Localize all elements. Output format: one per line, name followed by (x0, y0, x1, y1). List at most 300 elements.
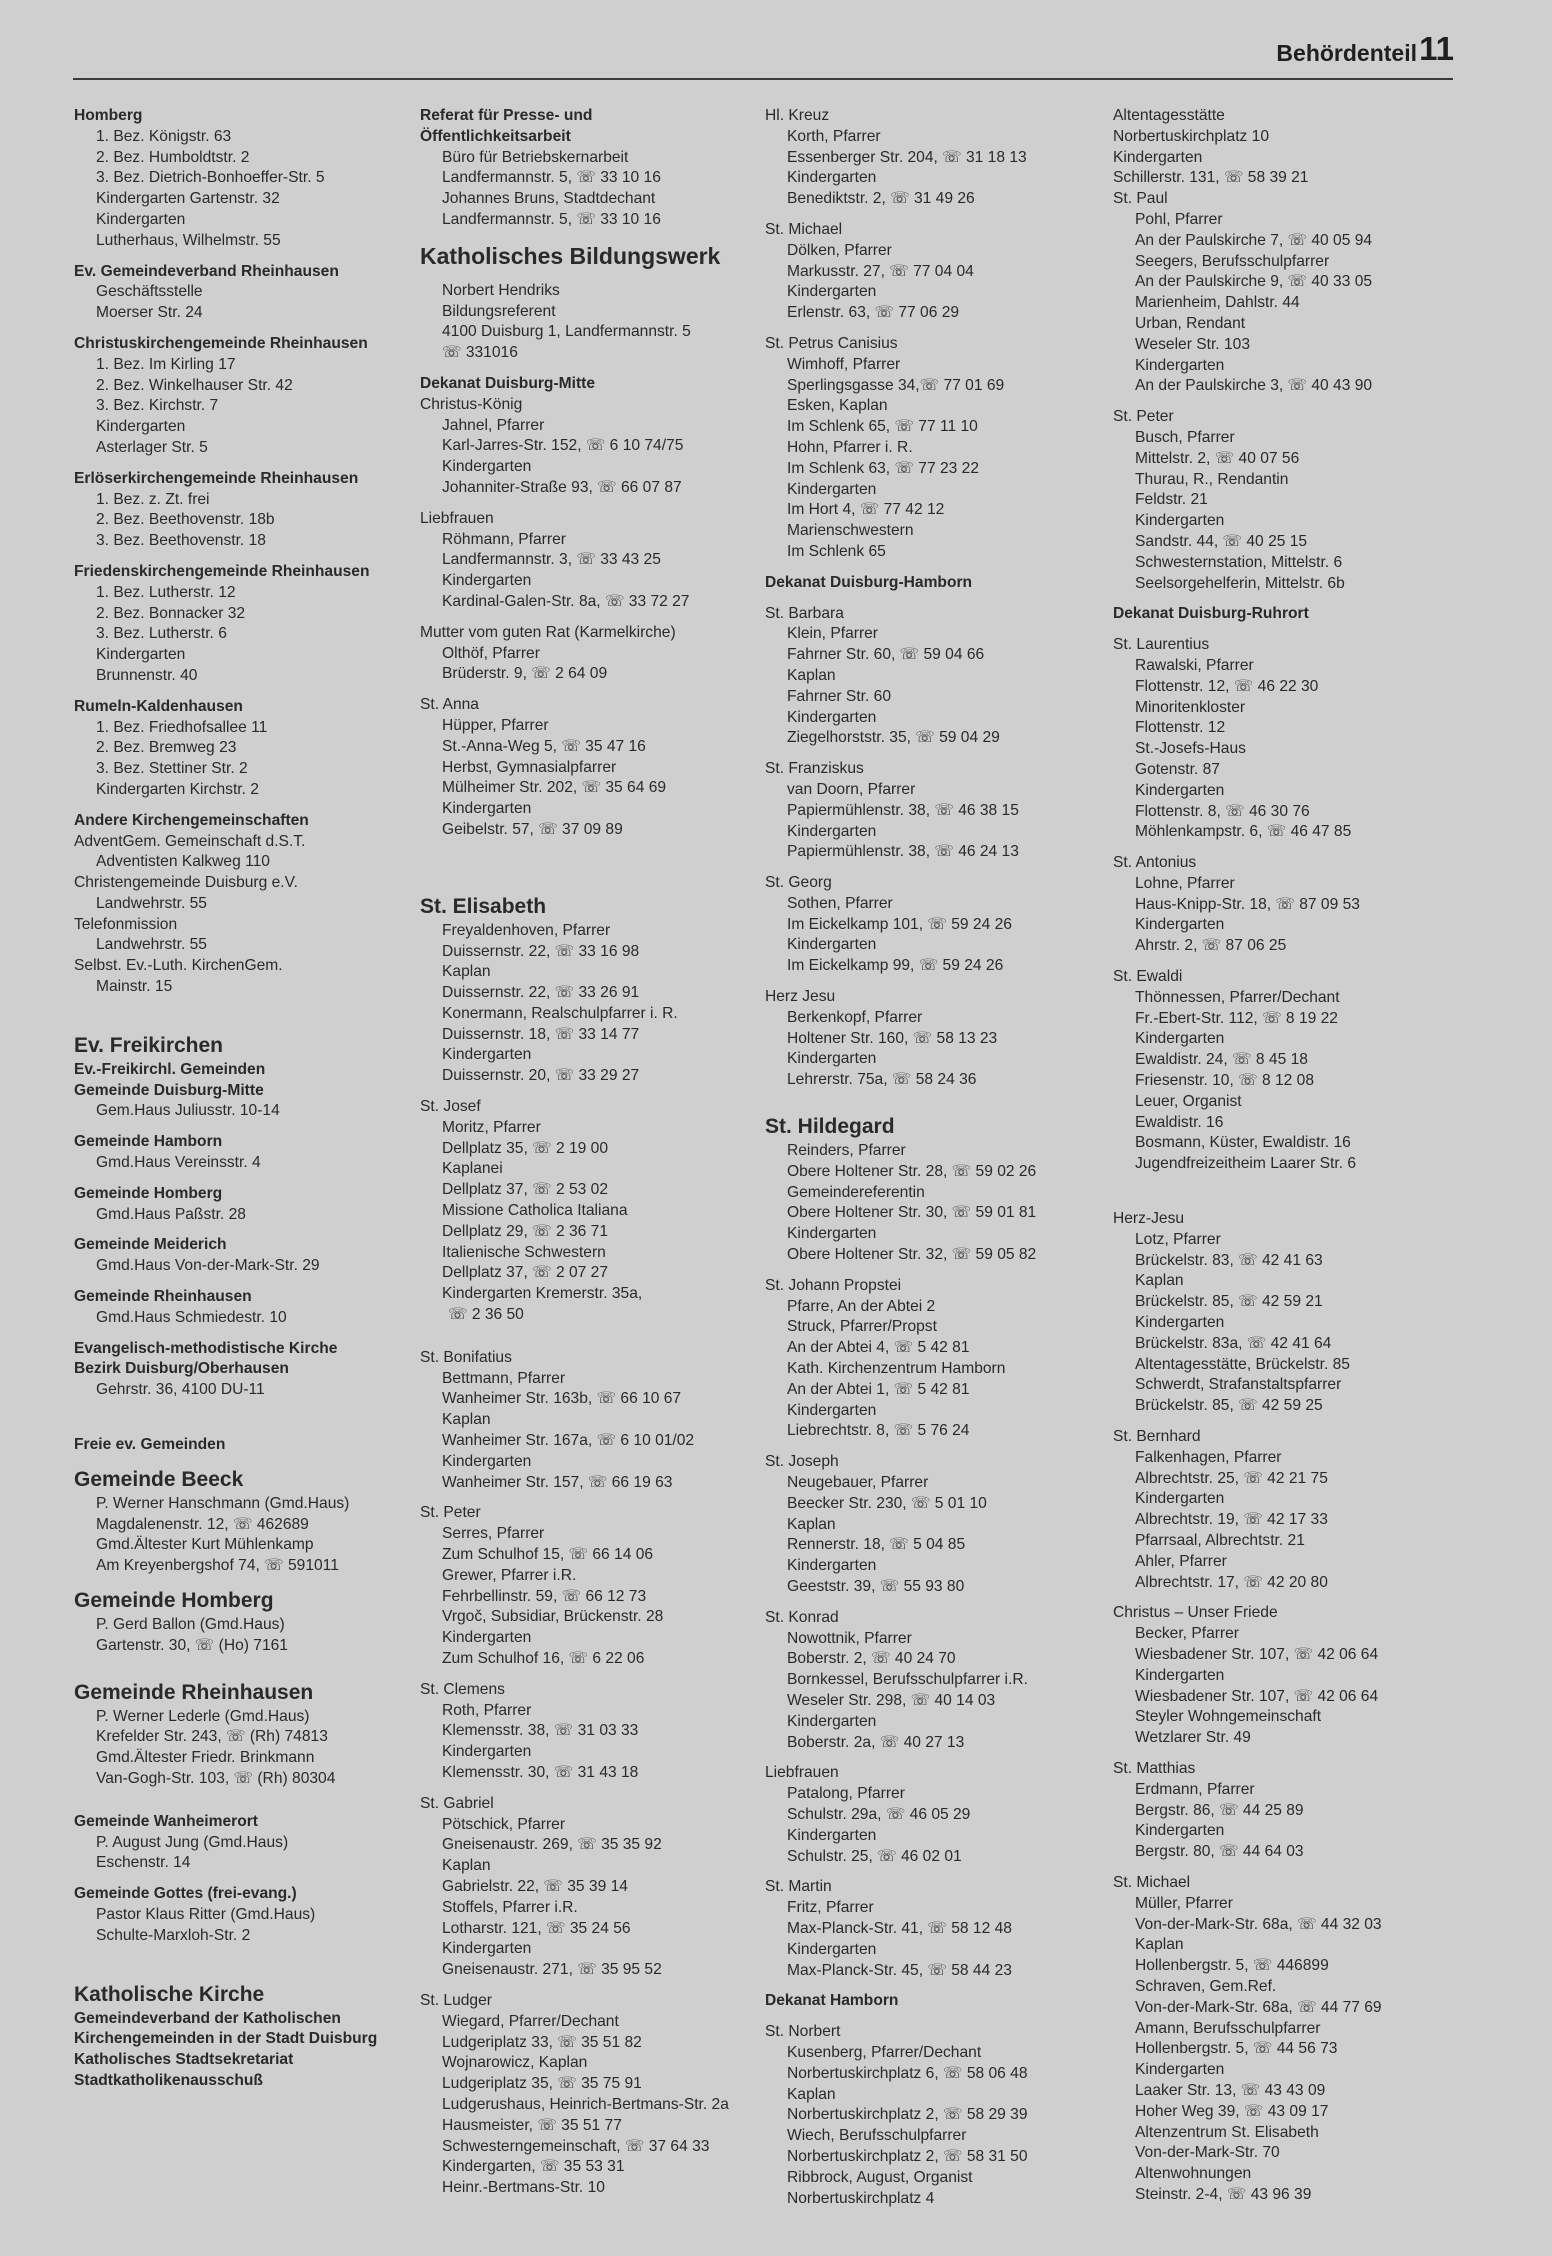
directory-entry: Brückelstr. 83, ☏ 42 41 63 (1135, 1251, 1323, 1269)
directory-entry: 1. Bez. Lutherstr. 12 (96, 583, 236, 601)
section-heading: Referat für Presse- und (420, 107, 593, 124)
spacer (765, 1981, 1110, 1991)
directory-entry: Zum Schulhof 15, ☏ 66 14 06 (442, 1546, 654, 1564)
directory-entry: Gneisenaustr. 271, ☏ 35 95 52 (442, 1961, 662, 1979)
directory-entry: Obere Holtener Str. 32, ☏ 59 05 82 (787, 1246, 1037, 1264)
directory-entry: Kusenberg, Pfarrer/Dechant (787, 2043, 982, 2061)
spacer (420, 231, 770, 241)
directory-entry: St. Johann Propstei (765, 1276, 902, 1294)
directory-entry: Kindergarten (1135, 1030, 1225, 1048)
directory-entry: Steinstr. 2-4, ☏ 43 96 39 (1135, 2185, 1312, 2203)
directory-entry: Magdalenenstr. 12, ☏ 462689 (96, 1515, 309, 1533)
section-heading: Freie ev. Gemeinden (74, 1436, 226, 1454)
directory-entry: Mülheimer Str. 202, ☏ 35 64 69 (442, 779, 667, 797)
directory-entry: Ribbrock, August, Organist (787, 2168, 973, 2186)
directory-entry: Brückelstr. 85, ☏ 42 59 25 (1135, 1397, 1323, 1415)
directory-entry: Holtener Str. 160, ☏ 58 13 23 (787, 1029, 998, 1047)
directory-entry: Fr.-Ebert-Str. 112, ☏ 8 19 22 (1135, 1009, 1338, 1027)
directory-entry: Kindergarten (787, 169, 877, 187)
directory-entry: Gmd.Haus Schmiedestr. 10 (96, 1308, 287, 1326)
directory-entry: Reinders, Pfarrer (787, 1142, 906, 1160)
section-heading: Ev. Gemeindeverband Rheinhausen (74, 262, 339, 280)
directory-entry: Bosmann, Küster, Ewaldistr. 16 (1135, 1134, 1351, 1152)
directory-entry: 1. Bez. Friedhofsallee 11 (96, 718, 268, 736)
directory-entry: Kaplan (442, 1411, 491, 1429)
spacer (420, 1784, 770, 1794)
directory-entry: An der Paulskirche 9, ☏ 40 33 05 (1135, 273, 1373, 291)
directory-entry: Selbst. Ev.-Luth. KirchenGem. (74, 957, 283, 975)
directory-entry: Kindergarten (96, 418, 186, 436)
spacer (420, 1670, 770, 1680)
spacer (420, 1087, 770, 1097)
directory-entry: Müller, Pfarrer (1135, 1894, 1233, 1912)
directory-entry: ☏ 2 36 50 (448, 1306, 524, 1324)
directory-entry: Urban, Rendant (1135, 314, 1246, 332)
directory-entry: Brüderstr. 9, ☏ 2 64 09 (442, 665, 608, 683)
directory-entry: St. Paul (1113, 190, 1168, 208)
directory-entry: An der Abtei 1, ☏ 5 42 81 (787, 1380, 970, 1398)
directory-entry: Kindergarten (1113, 148, 1203, 166)
directory-entry: Kindergarten (1135, 1490, 1225, 1508)
directory-entry: Schulte-Marxloh-Str. 2 (96, 1926, 251, 1944)
directory-entry: St. Joseph (765, 1453, 839, 1471)
directory-entry: P. Werner Hanschmann (Gmd.Haus) (96, 1494, 350, 1512)
directory-entry: Seegers, Berufsschulpfarrer (1135, 252, 1330, 270)
section-heading: Gemeinde Homberg (74, 1589, 274, 1613)
directory-entry: Kindergarten (787, 822, 877, 840)
directory-entry: Duissernstr. 22, ☏ 33 26 91 (442, 984, 640, 1002)
directory-entry: Im Schlenk 65, ☏ 77 11 10 (787, 418, 978, 436)
section-heading: Ev. Freikirchen (74, 1033, 224, 1057)
directory-entry: Friesenstr. 10, ☏ 8 12 08 (1135, 1072, 1314, 1090)
section-heading: Gemeinde Meiderich (74, 1236, 227, 1254)
directory-entry: Kindergarten Kirchstr. 2 (96, 780, 259, 798)
spacer (74, 1577, 414, 1587)
spacer (420, 1981, 770, 1991)
directory-entry: Albrechtstr. 19, ☏ 42 17 33 (1135, 1511, 1328, 1529)
directory-entry: Kindergarten (442, 458, 532, 476)
directory-entry: 2. Bez. Winkelhauser Str. 42 (96, 376, 293, 394)
directory-entry: Dölken, Pfarrer (787, 241, 892, 259)
spacer (765, 1442, 1110, 1452)
directory-entry: Nowottnik, Pfarrer (787, 1629, 912, 1647)
directory-entry: Norbertuskirchplatz 10 (1113, 127, 1270, 145)
directory-entry: Jugendfreizeitheim Laarer Str. 6 (1135, 1155, 1357, 1173)
spacer (765, 749, 1110, 759)
directory-entry: Mutter vom guten Rat (Karmelkirche) (420, 623, 676, 641)
directory-entry: Rennerstr. 18, ☏ 5 04 85 (787, 1536, 966, 1554)
directory-entry: 3. Bez. Stettiner Str. 2 (96, 760, 248, 778)
directory-entry: Zum Schulhof 16, ☏ 6 22 06 (442, 1650, 645, 1667)
directory-entry: Patalong, Pfarrer (787, 1785, 905, 1803)
directory-entry: Kaplan (787, 666, 836, 684)
directory-entry: Ahrstr. 2, ☏ 87 06 25 (1135, 937, 1287, 955)
directory-entry: St. Georg (765, 874, 832, 892)
directory-entry: Wiesbadener Str. 107, ☏ 42 06 64 (1135, 1687, 1379, 1705)
directory-entry: Marienschwestern (787, 522, 914, 540)
directory-entry: Adventisten Kalkweg 110 (96, 853, 270, 871)
directory-entry: AdventGem. Gemeinschaft d.S.T. (74, 832, 306, 850)
directory-entry: Norbertuskirchplatz 2, ☏ 58 31 50 (787, 2147, 1028, 2165)
directory-entry: Gmd.Haus Von-der-Mark-Str. 29 (96, 1257, 320, 1275)
directory-entry: Bornkessel, Berufsschulpfarrer i.R. (787, 1671, 1028, 1689)
directory-entry: Sperlingsgasse 34,☏ 77 01 69 (787, 376, 1005, 394)
directory-entry: Büro für Betriebskernarbeit (442, 148, 629, 166)
directory-entry: Lohne, Pfarrer (1135, 874, 1235, 892)
directory-entry: Röhmann, Pfarrer (442, 530, 566, 548)
directory-entry: Kindergarten (787, 283, 877, 301)
directory-entry: Papiermühlenstr. 38, ☏ 46 38 15 (787, 801, 1019, 819)
spacer (420, 1326, 770, 1348)
directory-entry: Lotz, Pfarrer (1135, 1230, 1221, 1248)
directory-entry: St. Ewaldi (1113, 968, 1183, 986)
directory-entry: Vrgoč, Subsidiar, Brückenstr. 28 (442, 1608, 664, 1626)
directory-entry: Landwehrstr. 55 (96, 936, 207, 954)
directory-entry: Schulstr. 25, ☏ 46 02 01 (787, 1847, 962, 1865)
spacer (765, 594, 1110, 604)
directory-entry: 2. Bez. Beethovenstr. 18b (96, 511, 275, 529)
directory-entry: Markusstr. 27, ☏ 77 04 04 (787, 262, 974, 280)
directory-entry: Klein, Pfarrer (787, 625, 878, 643)
directory-entry: Ludgeriplatz 35, ☏ 35 75 91 (442, 2075, 642, 2093)
directory-entry: Bergstr. 80, ☏ 44 64 03 (1135, 1843, 1304, 1861)
directory-entry: Hausmeister, ☏ 35 51 77 (442, 2116, 622, 2134)
directory-entry: Wimhoff, Pfarrer (787, 355, 901, 373)
directory-entry: Pastor Klaus Ritter (Gmd.Haus) (96, 1905, 316, 1923)
directory-entry: P. August Jung (Gmd.Haus) (96, 1833, 289, 1851)
section-heading: Stadtkatholikenausschuß (74, 2071, 263, 2089)
directory-entry: Kindergarten (442, 1629, 532, 1647)
directory-entry: Minoritenkloster (1135, 698, 1246, 716)
spacer (765, 1091, 1110, 1113)
directory-entry: Bergstr. 86, ☏ 44 25 89 (1135, 1801, 1304, 1819)
directory-entry: Schwerdt, Strafanstaltspfarrer (1135, 1376, 1342, 1394)
directory-entry: Kindergarten Kremerstr. 35a, (442, 1285, 643, 1303)
spacer (74, 1174, 414, 1184)
section-heading: Gemeinde Gottes (frei-evang.) (74, 1885, 297, 1903)
directory-entry: St. Antonius (1113, 854, 1197, 872)
directory-entry: Ludgerushaus, Heinrich-Bertmans-Str. 2a (442, 2095, 729, 2113)
directory-entry: Dellplatz 29, ☏ 2 36 71 (442, 1222, 609, 1240)
directory-entry: Kindergarten (442, 800, 532, 818)
directory-entry: Becker, Pfarrer (1135, 1625, 1239, 1643)
spacer (74, 459, 414, 469)
spacer (1113, 397, 1458, 407)
spacer (420, 499, 770, 509)
directory-entry: Kindergarten (96, 210, 186, 228)
section-heading: Katholisches Stadtsekretariat (74, 2051, 294, 2069)
directory-entry: Gmd.Ältester Friedr. Brinkmann (96, 1749, 315, 1767)
directory-entry: Kindergarten (442, 1452, 532, 1470)
directory-entry: St. Matthias (1113, 1759, 1196, 1777)
directory-entry: Herz-Jesu (1113, 1210, 1185, 1228)
directory-entry: ☏ 331016 (442, 344, 518, 362)
spacer (765, 863, 1110, 873)
directory-entry: Landfermannstr. 5, ☏ 33 10 16 (442, 210, 661, 228)
directory-entry: Wanheimer Str. 163b, ☏ 66 10 67 (442, 1390, 682, 1408)
directory-entry: Liebrechtstr. 8, ☏ 5 76 24 (787, 1422, 970, 1440)
directory-entry: Heinr.-Bertmans-Str. 10 (442, 2179, 605, 2197)
directory-entry: An der Paulskirche 3, ☏ 40 43 90 (1135, 377, 1373, 395)
section-heading: Christuskirchengemeinde Rheinhausen (74, 334, 368, 352)
directory-entry: Thönnessen, Pfarrer/Dechant (1135, 988, 1340, 1006)
directory-entry: Klemensstr. 38, ☏ 31 03 33 (442, 1722, 639, 1740)
directory-entry: Sothen, Pfarrer (787, 894, 893, 912)
directory-entry: Gabrielstr. 22, ☏ 35 39 14 (442, 1877, 628, 1895)
section-heading: Homberg (74, 107, 143, 124)
directory-entry: Wanheimer Str. 167a, ☏ 6 10 01/02 (442, 1432, 695, 1450)
directory-entry: Kindergarten (787, 1401, 877, 1419)
section-heading: Erlöserkirchengemeinde Rheinhausen (74, 469, 359, 487)
directory-entry: Christus – Unser Friede (1113, 1604, 1278, 1622)
directory-entry: Im Eickelkamp 99, ☏ 59 24 26 (787, 957, 1004, 975)
directory-entry: St. Barbara (765, 604, 844, 622)
directory-entry: Van-Gogh-Str. 103, ☏ (Rh) 80304 (96, 1770, 336, 1787)
directory-entry: Bildungsreferent (442, 302, 556, 320)
directory-entry: Eschenstr. 14 (96, 1854, 191, 1872)
directory-entry: Brückelstr. 85, ☏ 42 59 21 (1135, 1293, 1323, 1311)
directory-entry: St. Gabriel (420, 1794, 494, 1812)
directory-entry: Kaplan (1135, 1936, 1184, 1954)
directory-entry: Boberstr. 2, ☏ 40 24 70 (787, 1650, 956, 1668)
spacer (765, 1266, 1110, 1276)
directory-entry: Essenberger Str. 204, ☏ 31 18 13 (787, 148, 1027, 166)
directory-entry: Kindergarten (442, 1743, 532, 1761)
directory-entry: Thurau, R., Rendantin (1135, 470, 1289, 488)
section-heading: Gemeinde Hamborn (74, 1133, 223, 1151)
directory-entry: Hüpper, Pfarrer (442, 716, 549, 734)
spacer (765, 1867, 1110, 1877)
directory-entry: Dellplatz 35, ☏ 2 19 00 (442, 1139, 609, 1157)
directory-entry: Schwesterngemeinschaft, ☏ 37 64 33 (442, 2137, 710, 2155)
directory-entry: Schwesternstation, Mittelstr. 6 (1135, 553, 1343, 571)
directory-entry: An der Paulskirche 7, ☏ 40 05 94 (1135, 231, 1373, 249)
directory-entry: Lutherhaus, Wilhelmstr. 55 (96, 231, 281, 249)
directory-entry: Ziegelhorststr. 35, ☏ 59 04 29 (787, 729, 1000, 747)
spacer (74, 1874, 414, 1884)
spacer (420, 1493, 770, 1503)
directory-entry: Erdmann, Pfarrer (1135, 1780, 1255, 1798)
directory-entry: Boberstr. 2a, ☏ 40 27 13 (787, 1733, 965, 1751)
directory-entry: Kindergarten, ☏ 35 53 31 (442, 2158, 625, 2176)
directory-entry: Lotharstr. 121, ☏ 35 24 56 (442, 1919, 631, 1937)
directory-entry: Wojnarowicz, Kaplan (442, 2054, 588, 2072)
directory-entry: Roth, Pfarrer (442, 1701, 532, 1719)
directory-entry: Hohn, Pfarrer i. R. (787, 438, 913, 456)
directory-entry: Duissernstr. 18, ☏ 33 14 77 (442, 1025, 640, 1043)
section-heading: Gemeinde Wanheimerort (74, 1812, 258, 1830)
spacer (1113, 957, 1458, 967)
directory-entry: Erlenstr. 63, ☏ 77 06 29 (787, 304, 960, 322)
directory-entry: Lehrerstr. 75a, ☏ 58 24 36 (787, 1071, 977, 1089)
section-heading: Gemeinde Rheinhausen (74, 1680, 314, 1704)
directory-entry: Mainstr. 15 (96, 978, 173, 996)
directory-entry: Beecker Str. 230, ☏ 5 01 10 (787, 1494, 987, 1512)
directory-entry: Kindergarten (787, 1712, 877, 1730)
directory-entry: Telefonmission (74, 915, 178, 933)
directory-entry: Kaplan (787, 1515, 836, 1533)
spacer (765, 210, 1110, 220)
directory-entry: Pötschick, Pfarrer (442, 1815, 566, 1833)
directory-entry: Wiegard, Pfarrer/Dechant (442, 2012, 619, 2030)
directory-entry: Kindergarten (1135, 781, 1225, 799)
directory-entry: Wetzlarer Str. 49 (1135, 1729, 1251, 1747)
spacer (420, 613, 770, 623)
directory-entry: Kindergarten (1135, 356, 1225, 374)
directory-entry: Feldstr. 21 (1135, 491, 1208, 509)
directory-entry: St. Peter (420, 1504, 481, 1522)
directory-entry: Struck, Pfarrer/Propst (787, 1318, 937, 1336)
directory-entry: St. Bernhard (1113, 1428, 1201, 1446)
directory-entry: Landfermannstr. 3, ☏ 33 43 25 (442, 551, 661, 569)
section-heading: Katholisches Bildungswerk (420, 242, 721, 269)
directory-entry: Kindergarten (787, 1050, 877, 1068)
directory-entry: St. Michael (1113, 1873, 1191, 1891)
directory-entry: Amann, Berufsschulpfarrer (1135, 2019, 1321, 2037)
directory-entry: Gotenstr. 87 (1135, 760, 1220, 778)
section-heading: Friedenskirchengemeinde Rheinhausen (74, 562, 370, 580)
directory-entry: Grewer, Pfarrer i.R. (442, 1566, 577, 1584)
directory-entry: Freyaldenhoven, Pfarrer (442, 921, 611, 939)
directory-entry: Gehrstr. 36, 4100 DU-11 (96, 1381, 265, 1399)
spacer (74, 687, 414, 697)
spacer (1113, 594, 1458, 604)
spacer (74, 1122, 414, 1132)
directory-entry: Pfarre, An der Abtei 2 (787, 1297, 936, 1315)
directory-entry: Kindergarten (787, 1557, 877, 1575)
directory-entry: Italienische Schwestern (442, 1243, 606, 1261)
directory-entry: Gmd.Haus Vereinsstr. 4 (96, 1154, 261, 1172)
directory-entry: Brunnenstr. 40 (96, 666, 198, 684)
directory-entry: 2. Bez. Humboldtstr. 2 (96, 148, 250, 166)
directory-entry: St. Clemens (420, 1680, 505, 1698)
section-heading: Dekanat Duisburg-Hamborn (765, 573, 973, 591)
section-heading: Evangelisch-methodistische Kirche (74, 1339, 338, 1357)
spacer (74, 1790, 414, 1812)
directory-entry: Dellplatz 37, ☏ 2 07 27 (442, 1264, 609, 1282)
section-title: Behördenteil (1276, 40, 1417, 66)
spacer (74, 1225, 414, 1235)
directory-entry: Im Hort 4, ☏ 77 42 12 (787, 501, 945, 519)
directory-entry: Schillerstr. 131, ☏ 58 39 21 (1113, 169, 1309, 187)
section-heading: Ev.-Freikirchl. Gemeinden (74, 1060, 266, 1078)
directory-entry: 3. Bez. Beethovenstr. 18 (96, 532, 266, 550)
directory-entry: Norbertuskirchplatz 6, ☏ 58 06 48 (787, 2064, 1028, 2082)
directory-entry: Johannes Bruns, Stadtdechant (442, 190, 656, 208)
spacer (1113, 1749, 1458, 1759)
directory-entry: Flottenstr. 8, ☏ 46 30 76 (1135, 802, 1310, 820)
spacer (74, 552, 414, 562)
directory-entry: Norbertuskirchplatz 2, ☏ 58 29 39 (787, 2106, 1028, 2124)
directory-entry: St. Franziskus (765, 760, 864, 778)
directory-entry: 4100 Duisburg 1, Landfermannstr. 5 (442, 323, 691, 341)
directory-entry: Duissernstr. 20, ☏ 33 29 27 (442, 1067, 640, 1085)
column-3 (765, 106, 1110, 2209)
directory-entry: Kindergarten (787, 1225, 877, 1243)
spacer (1113, 1593, 1458, 1603)
section-heading: Andere Kirchengemeinschaften (74, 811, 309, 829)
directory-entry: Laaker Str. 13, ☏ 43 43 09 (1135, 2081, 1326, 2099)
directory-entry: P. Werner Lederle (Gmd.Haus) (96, 1707, 310, 1725)
directory-entry: Altentagesstätte (1113, 107, 1225, 124)
spacer (420, 685, 770, 695)
section-heading: Gemeinde Duisburg-Mitte (74, 1081, 264, 1099)
header-rule (73, 78, 1453, 80)
directory-entry: Gemeindereferentin (787, 1183, 925, 1201)
section-heading: Dekanat Hamborn (765, 1992, 899, 2010)
directory-entry: 1. Bez. Im Kirling 17 (96, 355, 236, 373)
directory-entry: Berkenkopf, Pfarrer (787, 1008, 923, 1026)
directory-entry: Möhlenkampstr. 6, ☏ 46 47 85 (1135, 823, 1352, 841)
directory-entry: Geeststr. 39, ☏ 55 93 80 (787, 1578, 965, 1595)
directory-entry: Herz Jesu (765, 988, 836, 1006)
directory-entry: St. Josef (420, 1098, 481, 1116)
directory-entry: Albrechtstr. 17, ☏ 42 20 80 (1135, 1573, 1328, 1591)
spacer (420, 271, 770, 281)
directory-entry: Asterlager Str. 5 (96, 438, 208, 456)
directory-entry: Stoffels, Pfarrer i.R. (442, 1898, 578, 1916)
directory-entry: Hollenbergstr. 5, ☏ 44 56 73 (1135, 2040, 1338, 2058)
directory-entry: Kindergarten (787, 936, 877, 954)
directory-entry: Geschäftsstelle (96, 283, 203, 301)
directory-entry: Norbertuskirchplatz 4 (787, 2189, 935, 2207)
directory-entry: Kindergarten (787, 708, 877, 726)
directory-entry: Konermann, Realschulpfarrer i. R. (442, 1004, 678, 1022)
directory-entry: Pohl, Pfarrer (1135, 210, 1223, 228)
directory-entry: Gartenstr. 30, ☏ (Ho) 7161 (96, 1636, 288, 1654)
directory-entry: Albrechtstr. 25, ☏ 42 21 75 (1135, 1469, 1328, 1487)
directory-entry: Schraven, Gem.Ref. (1135, 1977, 1277, 1995)
directory-entry: Bettmann, Pfarrer (442, 1369, 566, 1387)
directory-entry: 3. Bez. Kirchstr. 7 (96, 397, 219, 415)
directory-entry: Wiech, Berufsschulpfarrer (787, 2127, 967, 2145)
directory-entry: Kindergarten (96, 646, 186, 664)
directory-entry: Altenzentrum St. Elisabeth (1135, 2123, 1319, 2141)
directory-entry: Kaplan (787, 2085, 836, 2103)
directory-entry: Weseler Str. 298, ☏ 40 14 03 (787, 1691, 996, 1709)
directory-entry: Kindergarten (1135, 1666, 1225, 1684)
directory-entry: Benediktstr. 2, ☏ 31 49 26 (787, 190, 975, 208)
spacer (765, 1598, 1110, 1608)
directory-entry: Weseler Str. 103 (1135, 335, 1250, 353)
directory-entry: Marienheim, Dahlstr. 44 (1135, 294, 1300, 312)
spacer (74, 801, 414, 811)
directory-entry: Duissernstr. 22, ☏ 33 16 98 (442, 942, 640, 960)
directory-entry: 3. Bez. Dietrich-Bonhoeffer-Str. 5 (96, 169, 325, 187)
directory-entry: Korth, Pfarrer (787, 127, 881, 145)
directory-entry: Kindergarten (442, 572, 532, 590)
section-heading: Dekanat Duisburg-Mitte (420, 374, 596, 392)
directory-entry: Steyler Wohngemeinschaft (1135, 1708, 1322, 1726)
section-heading: Gemeinde Homberg (74, 1184, 223, 1202)
directory-entry: Fahrner Str. 60, ☏ 59 04 66 (787, 646, 985, 664)
directory-entry: Christus-König (420, 395, 523, 413)
directory-entry: Im Schlenk 65 (787, 542, 886, 560)
column-2 (420, 106, 770, 2199)
directory-entry: 2. Bez. Bonnacker 32 (96, 604, 246, 622)
directory-entry: 1. Bez. Königstr. 63 (96, 127, 232, 145)
directory-entry: Obere Holtener Str. 28, ☏ 59 02 26 (787, 1162, 1037, 1180)
directory-entry: van Doorn, Pfarrer (787, 780, 916, 798)
directory-entry: Busch, Pfarrer (1135, 428, 1235, 446)
section-heading: St. Elisabeth (420, 894, 547, 918)
directory-entry: Herbst, Gymnasialpfarrer (442, 758, 617, 776)
spacer (74, 1456, 414, 1466)
directory-entry: Brückelstr. 83a, ☏ 42 41 64 (1135, 1334, 1332, 1352)
directory-entry: Wanheimer Str. 157, ☏ 66 19 63 (442, 1473, 673, 1491)
directory-entry: Von-der-Mark-Str. 68a, ☏ 44 77 69 (1135, 1998, 1382, 2016)
section-heading: St. Hildegard (765, 1115, 895, 1139)
